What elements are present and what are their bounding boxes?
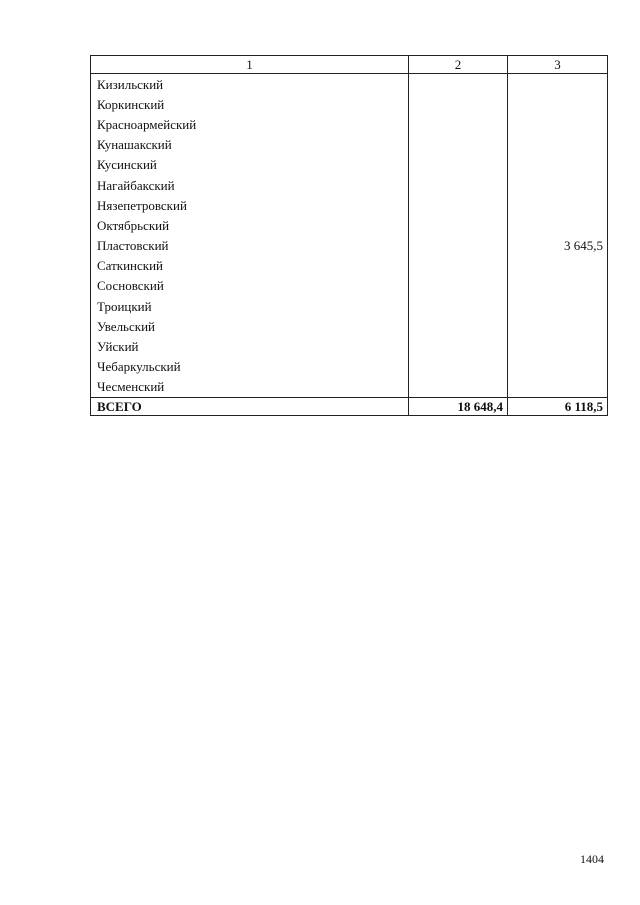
total-col2: 18 648,4: [409, 398, 508, 416]
table-header-row: [91, 56, 608, 74]
table-row: [91, 94, 608, 114]
value-col2: [409, 377, 508, 398]
table-row: [91, 316, 608, 336]
value-col2: [409, 316, 508, 336]
value-col3: [508, 256, 608, 276]
value-col2: [409, 215, 508, 235]
value-col3: 3 645,5: [508, 236, 608, 256]
table-row: [91, 175, 608, 195]
table-row: [91, 256, 608, 276]
district-name: Троицкий: [91, 296, 409, 316]
value-col3: [508, 316, 608, 336]
table-row: [91, 135, 608, 155]
table-row: [91, 74, 608, 95]
district-name: Коркинский: [91, 94, 409, 114]
district-name: Пластовский: [91, 236, 409, 256]
table-row: [91, 357, 608, 377]
table-row: [91, 336, 608, 356]
value-col3: [508, 94, 608, 114]
value-col3: [508, 336, 608, 356]
column-header-3: 3: [508, 56, 608, 74]
district-name: Октябрьский: [91, 215, 409, 235]
district-name: Нязепетровский: [91, 195, 409, 215]
value-col3: [508, 175, 608, 195]
value-col2: [409, 135, 508, 155]
value-col3: [508, 276, 608, 296]
value-col3: [508, 114, 608, 134]
district-name: Саткинский: [91, 256, 409, 276]
total-row: [91, 398, 608, 416]
value-col2: [409, 114, 508, 134]
district-name: Чесменский: [91, 377, 409, 398]
value-col2: [409, 276, 508, 296]
value-col2: [409, 357, 508, 377]
district-name: Кизильский: [91, 74, 409, 95]
total-label: ВСЕГО: [91, 398, 409, 416]
value-col3: [508, 135, 608, 155]
district-name: Уйский: [91, 336, 409, 356]
value-col2: [409, 74, 508, 95]
district-name: Кунашакский: [91, 135, 409, 155]
table-row: [91, 377, 608, 398]
value-col3: [508, 377, 608, 398]
district-name: Чебаркульский: [91, 357, 409, 377]
total-col3: 6 118,5: [508, 398, 608, 416]
value-col3: [508, 357, 608, 377]
district-name: Нагайбакский: [91, 175, 409, 195]
value-col2: [409, 256, 508, 276]
value-col2: [409, 155, 508, 175]
column-header-2: 2: [409, 56, 508, 74]
value-col2: [409, 296, 508, 316]
value-col3: [508, 155, 608, 175]
value-col2: [409, 175, 508, 195]
value-col3: [508, 296, 608, 316]
value-col2: [409, 195, 508, 215]
table-row: [91, 276, 608, 296]
table-row: [91, 236, 608, 256]
table-row: [91, 215, 608, 235]
district-name: Кусинский: [91, 155, 409, 175]
budget-table: [90, 55, 608, 416]
district-name: Красноармейский: [91, 114, 409, 134]
value-col3: [508, 195, 608, 215]
table-body: [91, 74, 608, 416]
table-row: [91, 114, 608, 134]
value-col2: [409, 236, 508, 256]
column-header-1: 1: [91, 56, 409, 74]
value-col2: [409, 336, 508, 356]
table-row: [91, 296, 608, 316]
table-row: [91, 195, 608, 215]
district-name: Увельский: [91, 316, 409, 336]
page-number: 1404: [580, 852, 604, 866]
value-col3: [508, 215, 608, 235]
district-name: Сосновский: [91, 276, 409, 296]
table-row: [91, 155, 608, 175]
value-col2: [409, 94, 508, 114]
value-col3: [508, 74, 608, 95]
